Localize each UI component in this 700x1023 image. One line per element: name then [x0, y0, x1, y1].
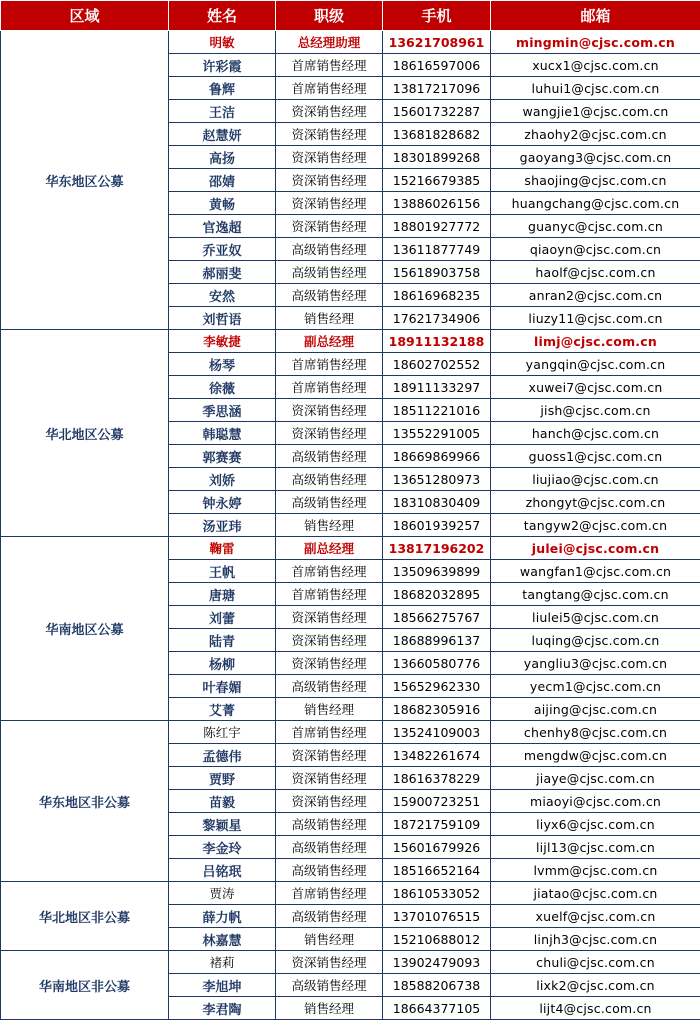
email-cell: xucx1@cjsc.com.cn [491, 54, 700, 77]
phone-cell: 18801927772 [383, 215, 491, 238]
title-cell: 高级销售经理 [276, 261, 383, 284]
name-cell: 唐瑭 [169, 583, 276, 606]
title-cell: 资深销售经理 [276, 652, 383, 675]
title-cell: 高级销售经理 [276, 675, 383, 698]
title-cell: 资深销售经理 [276, 606, 383, 629]
email-cell: zhaohy2@cjsc.com.cn [491, 123, 700, 146]
email-cell: gaoyang3@cjsc.com.cn [491, 146, 700, 169]
title-cell: 高级销售经理 [276, 974, 383, 997]
email-cell: wangjie1@cjsc.com.cn [491, 100, 700, 123]
title-cell: 总经理助理 [276, 31, 383, 54]
name-cell: 刘娇 [169, 468, 276, 491]
name-cell: 王洁 [169, 100, 276, 123]
phone-cell: 18610533052 [383, 882, 491, 905]
name-cell: 贾涛 [169, 882, 276, 905]
header-name: 姓名 [169, 1, 276, 31]
email-cell: linjh3@cjsc.com.cn [491, 928, 700, 951]
title-cell: 首席销售经理 [276, 54, 383, 77]
email-cell: huangchang@cjsc.com.cn [491, 192, 700, 215]
email-cell: anran2@cjsc.com.cn [491, 284, 700, 307]
table-row [1, 882, 700, 905]
region-cell: 华南地区公募 [1, 537, 169, 721]
region-cell: 华东地区非公募 [1, 721, 169, 882]
phone-cell: 15900723251 [383, 790, 491, 813]
name-cell: 刘蕾 [169, 606, 276, 629]
name-cell: 苗毅 [169, 790, 276, 813]
phone-cell: 13681828682 [383, 123, 491, 146]
email-cell: hanch@cjsc.com.cn [491, 422, 700, 445]
table-row [1, 31, 700, 54]
phone-cell: 18682032895 [383, 583, 491, 606]
phone-cell: 15618903758 [383, 261, 491, 284]
region-cell: 华东地区公募 [1, 31, 169, 330]
title-cell: 资深销售经理 [276, 399, 383, 422]
title-cell: 高级销售经理 [276, 238, 383, 261]
phone-cell: 13524109003 [383, 721, 491, 744]
phone-cell: 18588206738 [383, 974, 491, 997]
phone-cell: 15216679385 [383, 169, 491, 192]
header-email: 邮箱 [491, 1, 700, 31]
email-cell: liuzy11@cjsc.com.cn [491, 307, 700, 330]
header-title: 职级 [276, 1, 383, 31]
email-cell: yangliu3@cjsc.com.cn [491, 652, 700, 675]
title-cell: 高级销售经理 [276, 813, 383, 836]
email-cell: zhongyt@cjsc.com.cn [491, 491, 700, 514]
title-cell: 首席销售经理 [276, 583, 383, 606]
name-cell: 鞠雷 [169, 537, 276, 560]
header-phone: 手机 [383, 1, 491, 31]
phone-cell: 13552291005 [383, 422, 491, 445]
phone-cell: 18688996137 [383, 629, 491, 652]
phone-cell: 13509639899 [383, 560, 491, 583]
phone-cell: 13701076515 [383, 905, 491, 928]
title-cell: 资深销售经理 [276, 146, 383, 169]
phone-cell: 13817217096 [383, 77, 491, 100]
title-cell: 副总经理 [276, 537, 383, 560]
email-cell: tangyw2@cjsc.com.cn [491, 514, 700, 537]
name-cell: 杨琴 [169, 353, 276, 376]
phone-cell: 18911133297 [383, 376, 491, 399]
name-cell: 鲁辉 [169, 77, 276, 100]
name-cell: 林嘉慧 [169, 928, 276, 951]
name-cell: 薛力帆 [169, 905, 276, 928]
phone-cell: 18616378229 [383, 767, 491, 790]
name-cell: 黄畅 [169, 192, 276, 215]
title-cell: 资深销售经理 [276, 744, 383, 767]
name-cell: 杨柳 [169, 652, 276, 675]
phone-cell: 13482261674 [383, 744, 491, 767]
title-cell: 销售经理 [276, 698, 383, 721]
name-cell: 陈红宇 [169, 721, 276, 744]
table-body [1, 31, 700, 1020]
phone-cell: 18310830409 [383, 491, 491, 514]
title-cell: 高级销售经理 [276, 836, 383, 859]
email-cell: chenhy8@cjsc.com.cn [491, 721, 700, 744]
email-cell: liyx6@cjsc.com.cn [491, 813, 700, 836]
email-cell: jiatao@cjsc.com.cn [491, 882, 700, 905]
name-cell: 赵慧妍 [169, 123, 276, 146]
table-row [1, 537, 700, 560]
email-cell: lijt4@cjsc.com.cn [491, 997, 700, 1020]
name-cell: 刘哲语 [169, 307, 276, 330]
email-cell: xuelf@cjsc.com.cn [491, 905, 700, 928]
phone-cell: 18669869966 [383, 445, 491, 468]
email-cell: limj@cjsc.com.cn [491, 330, 700, 353]
title-cell: 资深销售经理 [276, 123, 383, 146]
title-cell: 高级销售经理 [276, 491, 383, 514]
email-cell: mingmin@cjsc.com.cn [491, 31, 700, 54]
email-cell: julei@cjsc.com.cn [491, 537, 700, 560]
name-cell: 汤亚玮 [169, 514, 276, 537]
email-cell: qiaoyn@cjsc.com.cn [491, 238, 700, 261]
email-cell: luhui1@cjsc.com.cn [491, 77, 700, 100]
name-cell: 许彩霞 [169, 54, 276, 77]
email-cell: luqing@cjsc.com.cn [491, 629, 700, 652]
name-cell: 李敏捷 [169, 330, 276, 353]
table-row [1, 951, 700, 974]
name-cell: 钟永婷 [169, 491, 276, 514]
title-cell: 资深销售经理 [276, 629, 383, 652]
phone-cell: 18301899268 [383, 146, 491, 169]
phone-cell: 17621734906 [383, 307, 491, 330]
name-cell: 吕铭珉 [169, 859, 276, 882]
title-cell: 首席销售经理 [276, 721, 383, 744]
phone-cell: 18602702552 [383, 353, 491, 376]
name-cell: 李旭坤 [169, 974, 276, 997]
name-cell: 官逸超 [169, 215, 276, 238]
email-cell: chuli@cjsc.com.cn [491, 951, 700, 974]
email-cell: lijl13@cjsc.com.cn [491, 836, 700, 859]
phone-cell: 15210688012 [383, 928, 491, 951]
title-cell: 高级销售经理 [276, 284, 383, 307]
phone-cell: 13611877749 [383, 238, 491, 261]
name-cell: 李金玲 [169, 836, 276, 859]
name-cell: 孟德伟 [169, 744, 276, 767]
phone-cell: 18601939257 [383, 514, 491, 537]
name-cell: 徐薇 [169, 376, 276, 399]
phone-cell: 15601732287 [383, 100, 491, 123]
name-cell: 乔亚奴 [169, 238, 276, 261]
phone-cell: 18511221016 [383, 399, 491, 422]
phone-cell: 13621708961 [383, 31, 491, 54]
email-cell: xuwei7@cjsc.com.cn [491, 376, 700, 399]
title-cell: 资深销售经理 [276, 951, 383, 974]
email-cell: yangqin@cjsc.com.cn [491, 353, 700, 376]
phone-cell: 18721759109 [383, 813, 491, 836]
title-cell: 首席销售经理 [276, 882, 383, 905]
name-cell: 郭赛赛 [169, 445, 276, 468]
name-cell: 褚莉 [169, 951, 276, 974]
title-cell: 副总经理 [276, 330, 383, 353]
name-cell: 李君陶 [169, 997, 276, 1020]
email-cell: jish@cjsc.com.cn [491, 399, 700, 422]
title-cell: 销售经理 [276, 928, 383, 951]
name-cell: 安然 [169, 284, 276, 307]
phone-cell: 13660580776 [383, 652, 491, 675]
name-cell: 韩聪慧 [169, 422, 276, 445]
header-region: 区域 [1, 1, 169, 31]
email-cell: shaojing@cjsc.com.cn [491, 169, 700, 192]
region-cell: 华南地区非公募 [1, 951, 169, 1020]
email-cell: liulei5@cjsc.com.cn [491, 606, 700, 629]
title-cell: 首席销售经理 [276, 376, 383, 399]
phone-cell: 18616968235 [383, 284, 491, 307]
phone-cell: 13817196202 [383, 537, 491, 560]
title-cell: 高级销售经理 [276, 859, 383, 882]
email-cell: wangfan1@cjsc.com.cn [491, 560, 700, 583]
email-cell: aijing@cjsc.com.cn [491, 698, 700, 721]
phone-cell: 15601679926 [383, 836, 491, 859]
phone-cell: 18911132188 [383, 330, 491, 353]
region-cell: 华北地区非公募 [1, 882, 169, 951]
title-cell: 首席销售经理 [276, 353, 383, 376]
name-cell: 叶春媚 [169, 675, 276, 698]
title-cell: 资深销售经理 [276, 790, 383, 813]
phone-cell: 18566275767 [383, 606, 491, 629]
title-cell: 高级销售经理 [276, 445, 383, 468]
email-cell: jiaye@cjsc.com.cn [491, 767, 700, 790]
name-cell: 高扬 [169, 146, 276, 169]
region-cell: 华北地区公募 [1, 330, 169, 537]
name-cell: 黎颖星 [169, 813, 276, 836]
name-cell: 王帆 [169, 560, 276, 583]
email-cell: guoss1@cjsc.com.cn [491, 445, 700, 468]
email-cell: haolf@cjsc.com.cn [491, 261, 700, 284]
phone-cell: 15652962330 [383, 675, 491, 698]
title-cell: 销售经理 [276, 307, 383, 330]
title-cell: 资深销售经理 [276, 169, 383, 192]
phone-cell: 18516652164 [383, 859, 491, 882]
name-cell: 季思涵 [169, 399, 276, 422]
name-cell: 邵婧 [169, 169, 276, 192]
phone-cell: 13886026156 [383, 192, 491, 215]
name-cell: 明敏 [169, 31, 276, 54]
email-cell: lixk2@cjsc.com.cn [491, 974, 700, 997]
email-cell: miaoyi@cjsc.com.cn [491, 790, 700, 813]
header-row [1, 1, 700, 31]
table-row [1, 330, 700, 353]
name-cell: 郝丽斐 [169, 261, 276, 284]
title-cell: 高级销售经理 [276, 468, 383, 491]
phone-cell: 18664377105 [383, 997, 491, 1020]
phone-cell: 13902479093 [383, 951, 491, 974]
name-cell: 艾菁 [169, 698, 276, 721]
phone-cell: 13651280973 [383, 468, 491, 491]
table-row [1, 721, 700, 744]
title-cell: 首席销售经理 [276, 77, 383, 100]
email-cell: lvmm@cjsc.com.cn [491, 859, 700, 882]
email-cell: mengdw@cjsc.com.cn [491, 744, 700, 767]
title-cell: 销售经理 [276, 514, 383, 537]
email-cell: tangtang@cjsc.com.cn [491, 583, 700, 606]
title-cell: 首席销售经理 [276, 560, 383, 583]
title-cell: 资深销售经理 [276, 215, 383, 238]
title-cell: 资深销售经理 [276, 422, 383, 445]
name-cell: 陆青 [169, 629, 276, 652]
email-cell: yecm1@cjsc.com.cn [491, 675, 700, 698]
title-cell: 资深销售经理 [276, 767, 383, 790]
title-cell: 高级销售经理 [276, 905, 383, 928]
phone-cell: 18682305916 [383, 698, 491, 721]
title-cell: 资深销售经理 [276, 100, 383, 123]
name-cell: 贾野 [169, 767, 276, 790]
phone-cell: 18616597006 [383, 54, 491, 77]
title-cell: 销售经理 [276, 997, 383, 1020]
email-cell: liujiao@cjsc.com.cn [491, 468, 700, 491]
title-cell: 资深销售经理 [276, 192, 383, 215]
email-cell: guanyc@cjsc.com.cn [491, 215, 700, 238]
